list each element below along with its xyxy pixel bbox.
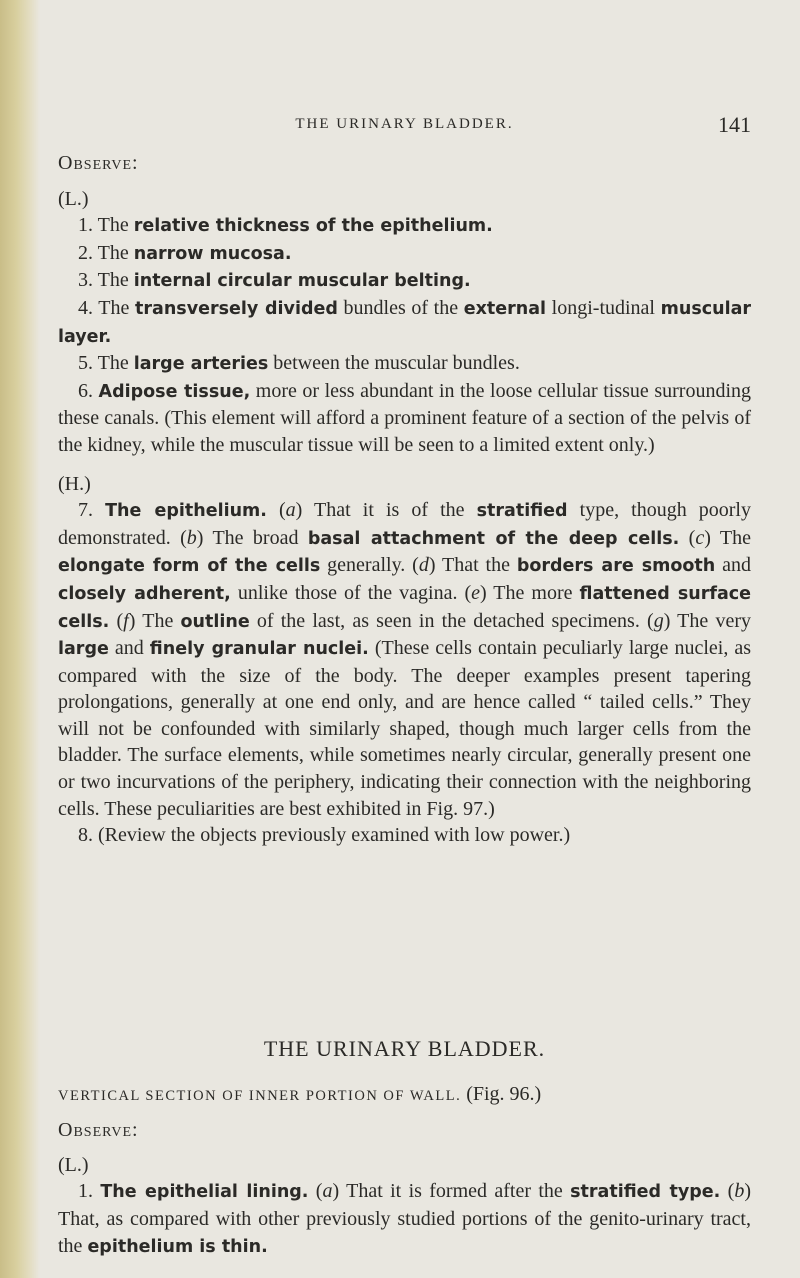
observe-item-6: 6. Adipose tissue, more or less abundant in the loose cellular tissue surrounding these canals. (This element will afford a prominent feature of a section of the pelvis of the kidney, while the muscular tissue will be seen to a limited extent only.): [58, 379, 751, 456]
running-head: [58, 108, 751, 138]
observe-item-3: 3. The internal circular muscular belting.: [78, 269, 471, 292]
group-label-low-power: (L.): [58, 187, 89, 210]
group-label-high-power: (H.): [58, 472, 91, 495]
running-title: THE URINARY BLADDER.: [295, 116, 514, 132]
section-subtitle: [58, 1081, 751, 1110]
observe-item-4: 4. The transversely divided bundles of the external longi-tudinal muscular layer.: [58, 296, 752, 347]
subtitle-text: VERTICAL SECTION OF INNER PORTION OF WALL.: [58, 1087, 462, 1104]
observe-item-7: 7. The epithelium. (a) That it is of the stratified type, though poorly demonstrated. (b) The broad basal attachment of the deep cells. (c) The elongate form of the cells generally. (d) That the borders are smooth and closely adherent, unlike those of the vagina. (e) The more flattened surface cells. (f) The outline of the last, as seen in the detached specimens. (g) The very large and finely granular nuclei. (These cells contain peculiarly large nuclei, as compared with the size of the body. The deeper examples present tapering prolongations, generally at one end only, and are hence called “ tailed cells.” They will not be confounded with similarly shaped, though much larger cells from the bladder. The surface elements, while sometimes nearly circular, generally present one or two incurvations of the periphery, indicating their connection with the neighboring cells. These peculiarities are best exhibited in Fig. 97.): [58, 499, 752, 820]
observe-item-5: 5. The large arteries between the muscular bundles.: [78, 352, 520, 375]
observe-label-b: Observe:: [58, 1119, 139, 1142]
section-title: THE URINARY BLADDER.: [263, 1036, 546, 1061]
group-label-low-power-b: (L.): [58, 1153, 89, 1176]
section-b: [58, 1036, 751, 1260]
observe-item-1-b: 1. The epithelial lining. (a) That it is formed after the stratified type. (b) That, as compared with other previously studied portions of the genito-urinary tract, the epithelium is thin.: [58, 1180, 751, 1257]
figure-reference: (Fig. 96.): [466, 1082, 542, 1105]
observe-item-8: 8. (Review the objects previously examined with low power.): [78, 824, 571, 847]
page-binding-edge: [0, 0, 40, 1278]
section-a: [58, 150, 751, 849]
observe-item-1: 1. The relative thickness of the epithelium.: [78, 214, 493, 237]
page-number: 141: [718, 112, 751, 137]
observe-item-2: 2. The narrow mucosa.: [78, 241, 292, 264]
observe-label: Observe:: [58, 152, 139, 174]
